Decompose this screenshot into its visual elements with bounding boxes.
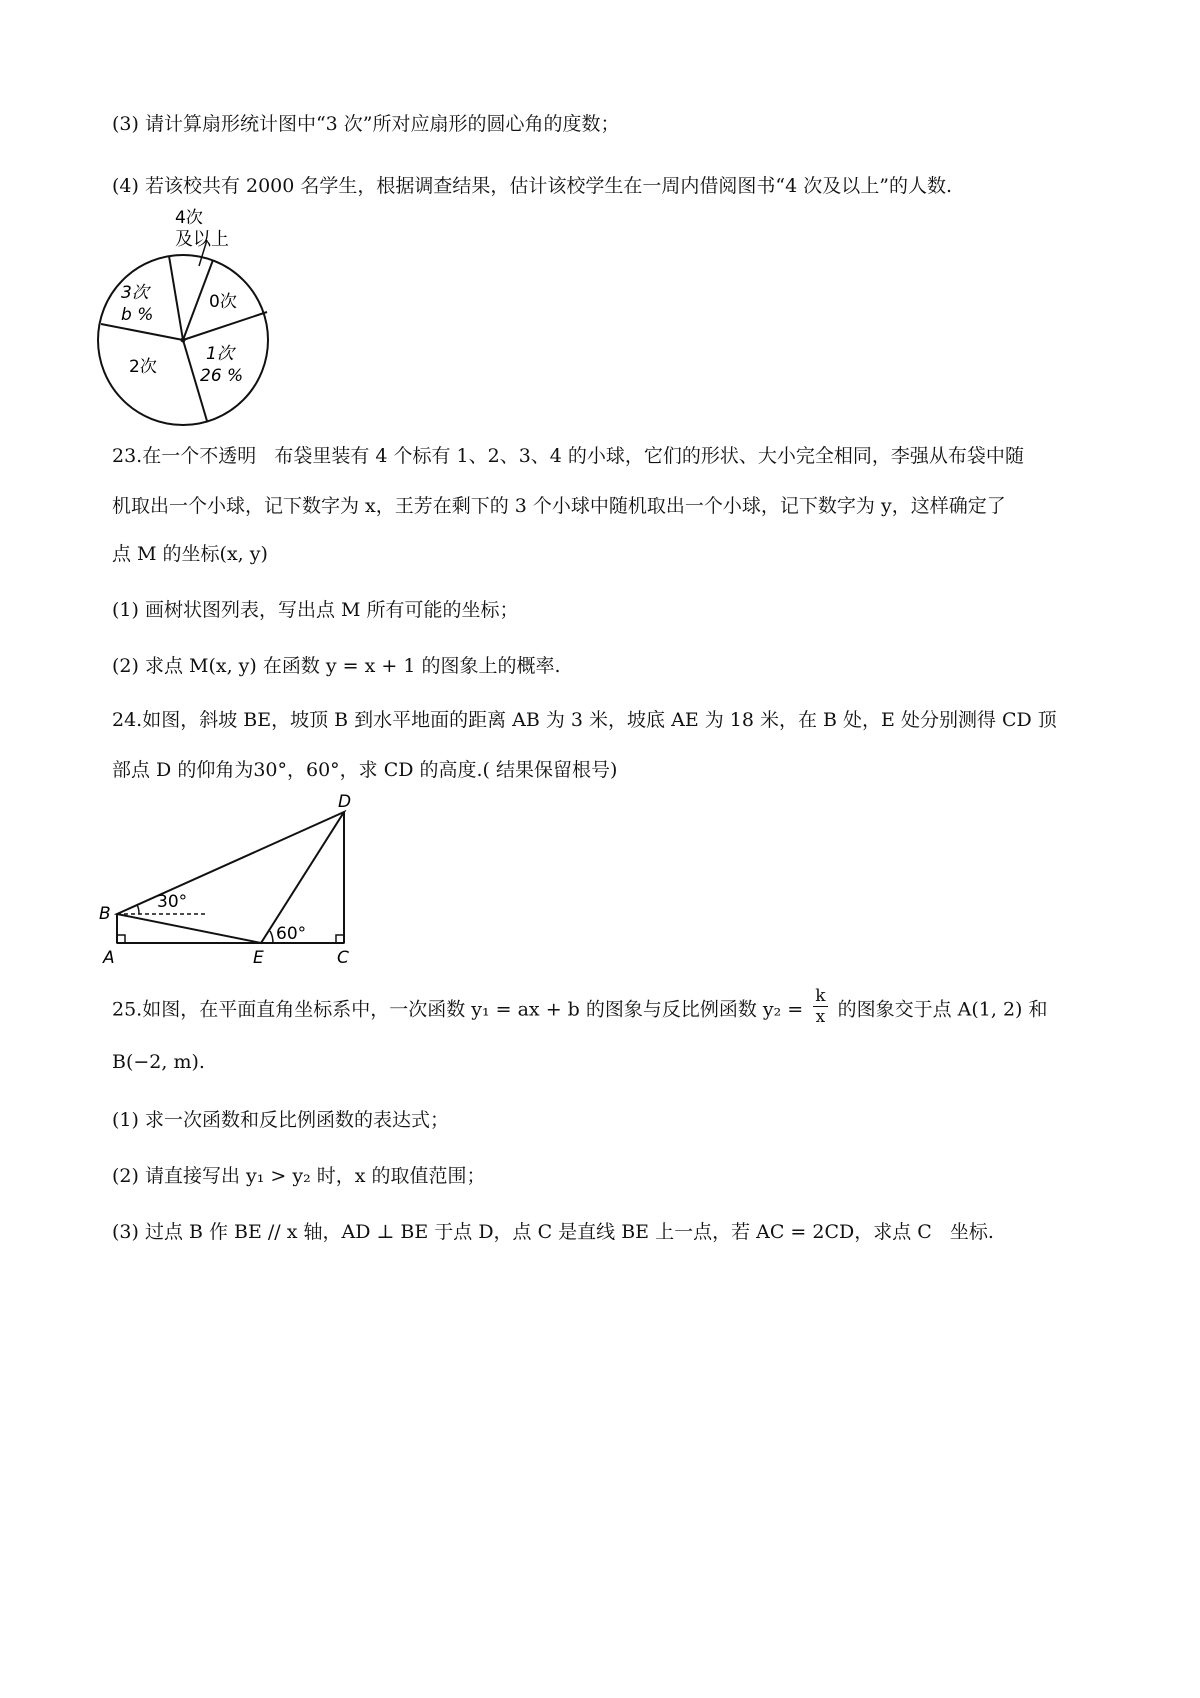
q25-part1: (1) 求一次函数和反比例函数的表达式；	[112, 1109, 449, 1131]
q25-part3: (3) 过点 B 作 BE // x 轴，AD ⊥ BE 于点 D，点 C 是直线 BE 上一点，若 AC = 2CD，求点 C 坐标.	[112, 1221, 994, 1243]
pie-divider-top-left	[169, 256, 183, 340]
q23-part1: (1) 画树状图列表，写出点 M 所有可能的坐标；	[112, 599, 519, 621]
q22-part3: (3) 请计算扇形统计图中“3 次”所对应扇形的圆心角的度数；	[112, 113, 620, 135]
angle-label-e: 60°	[276, 924, 307, 944]
point-label-b: B	[99, 904, 111, 924]
pie-label-2x: 2次	[129, 357, 157, 377]
q23-line3: 点 M 的坐标(x, y)	[112, 543, 268, 565]
pie-label-1x-line2: 26 %	[200, 366, 244, 386]
pie-label-3x-line1: 3次	[121, 283, 149, 303]
q23-line1: 23.在一个不透明 布袋里装有 4 个标有 1、2、3、4 的小球，它们的形状、大小完全相同，李强从布袋中随	[112, 445, 1024, 467]
pie-label-3x-line2: b %	[121, 305, 154, 325]
right-angle-mark-c	[336, 935, 344, 943]
pie-divider-left	[101, 324, 183, 340]
q25-part2: (2) 请直接写出 y₁ > y₂ 时，x 的取值范围；	[112, 1165, 486, 1187]
right-angle-mark-a	[117, 935, 125, 943]
point-label-e: E	[253, 948, 264, 968]
pie-figure-svg	[95, 200, 285, 430]
angle-arc-b	[137, 905, 139, 914]
triangle-bde	[117, 812, 344, 943]
point-label-d: D	[338, 792, 352, 812]
point-label-c: C	[337, 948, 349, 968]
point-label-a: A	[103, 948, 115, 968]
q23-line2: 机取出一个小球，记下数字为 x，王芳在剩下的 3 个小球中随机取出一个小球，记下数字为 y，这样确定了	[112, 495, 1006, 517]
angle-label-b: 30°	[157, 892, 188, 912]
pie-label-4x-line2: 及以上	[175, 229, 229, 250]
fraction-k-over-x: $\frac{k}{x}$	[815, 986, 826, 1027]
slope-figure	[95, 790, 375, 970]
pie-center-dot	[181, 338, 186, 343]
q22-part4: (4) 若该校共有 2000 名学生，根据调查结果，估计该校学生在一周内借阅图书“4 次及以上”的人数.	[112, 175, 952, 197]
pie-label-1x-line1: 1次	[206, 344, 234, 364]
pie-label-4x-line1: 4次	[175, 208, 203, 228]
q24-line2: 部点 D 的仰角为30°，60°，求 CD 的高度.( 结果保留根号)	[112, 759, 618, 781]
angle-arc-e	[270, 931, 273, 943]
slope-figure-svg	[95, 790, 375, 970]
q25-line2: B(−2, m).	[112, 1051, 205, 1073]
pie-divider-right	[183, 312, 267, 340]
pie-figure	[95, 200, 285, 430]
q25-line1: 25.如图，在平面直角坐标系中，一次函数 y₁ = ax + b 的图象与反比例函数 y₂ = $\frac{k}{x}$ 的图象交于点 A(1, 2) 和	[112, 986, 1048, 1027]
pie-label-0x: 0次	[209, 292, 237, 312]
q23-part2: (2) 求点 M(x, y) 在函数 y = x + 1 的图象上的概率.	[112, 655, 561, 677]
q24-line1: 24.如图，斜坡 BE，坡顶 B 到水平地面的距离 AB 为 3 米，坡底 AE 为 18 米，在 B 处，E 处分别测得 CD 顶	[112, 709, 1057, 731]
